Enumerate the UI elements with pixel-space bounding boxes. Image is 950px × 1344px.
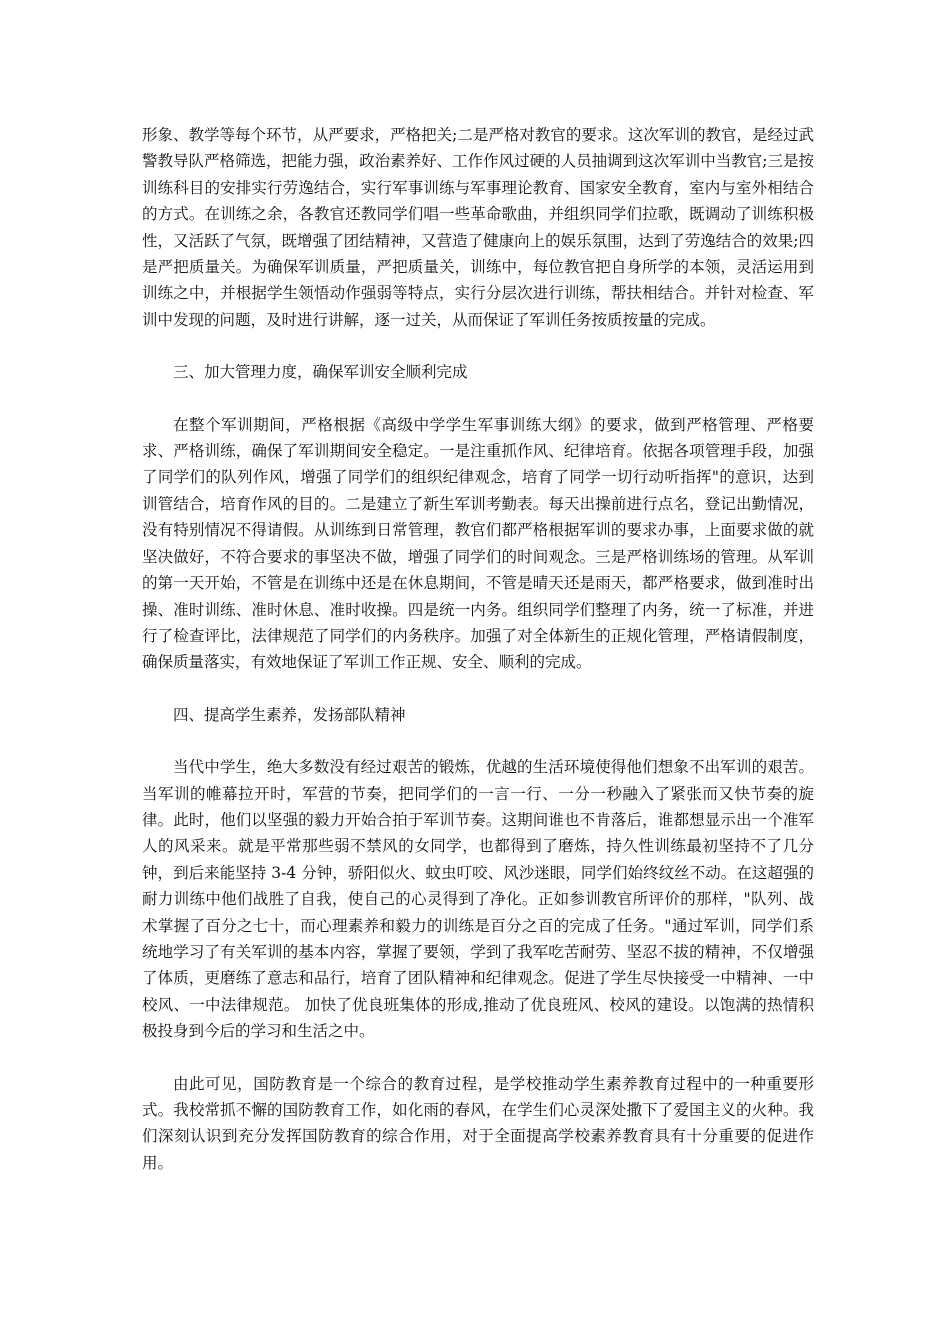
- paragraph-student-quality: 当代中学生，绝大多数没有经过艰苦的锻炼，优越的生活环境使得他们想象不出军训的艰苦。当军训的帷幕拉开时，军营的节奏，把同学们的一言一行、一分一秒融入了紧张而又快节奏的旋律。此时，他们以坚强的毅力开始合拍于军训节奏。这期间谁也不肯落后，谁都想显示出一个准军人的风采来。就是平常那些弱不禁风的女同学，也都得到了磨炼，持久性训练最初坚持不了几分钟，到后来能坚持 3-4 分钟，骄阳似火、蚊虫叮咬、风沙迷眼，同学们始终纹丝不动。在这超强的耐力训练中他们战胜了自我，使自己的心灵得到了净化。正如参训教官所评价的那样，"队列、战术掌握了百分之七十，而心理素养和毅力的训练是百分之百的完成了任务。"通过军训，同学们系统地学习了有关军训的基本内容，掌握了要领，学到了我军吃苦耐劳、坚忍不拔的精神，不仅增强了体质，更磨练了意志和品行，培育了团队精神和纪律观念。促进了学生尽快接受一中精神、一中校风、一中法律规范。 加快了优良班集体的形成,推动了优良班风、校风的建设。以饱满的热情积极投身到今后的学习和生活之中。: [142, 758, 814, 1041]
- section-heading-3: 三、加大管理力度，确保军训安全顺利完成: [173, 363, 468, 382]
- paragraph-continued: 形象、教学等每个环节，从严要求，严格把关;二是严格对教官的要求。这次军训的教官，是经过武警教导队严格筛选，把能力强，政治素养好、工作作风过硬的人员抽调到这次军训中当教官;三是按训练科目的安排实行劳逸结合，实行军事训练与军事理论教育、国家安全教育，室内与室外相结合的方式。在训练之余，各教官还教同学们唱一些革命歌曲，并组织同学们拉歌，既调动了训练积极性，又活跃了气氛，既增强了团结精神，又营造了健康向上的娱乐氛围，达到了劳逸结合的效果;四是严把质量关。为确保军训质量，严把质量关，训练中，每位教官把自身所学的本领，灵活运用到训练之中，并根据学生领悟动作强弱等特点，实行分层次进行训练，帮扶相结合。并针对检查、军训中发现的问题，及时进行讲解，逐一过关，从而保证了军训任务按质按量的完成。: [142, 126, 814, 329]
- paragraph-management: 在整个军训期间，严格根据《高级中学学生军事训练大纲》的要求，做到严格管理、严格要求、严格训练，确保了军训期间安全稳定。一是注重抓作风、纪律培育。依据各项管理手段，加强了同学们的队列作风，增强了同学们的组织纪律观念，培育了同学一切行动听指挥"的意识，达到训管结合，培育作风的目的。二是建立了新生军训考勤表。每天出操前进行点名，登记出勤情况，没有特别情况不得请假。从训练到日常管理，教官们都严格根据军训的要求办事，上面要求做的就坚决做好，不符合要求的事坚决不做，增强了同学们的时间观念。三是严格训练场的管理。从军训的第一天开始，不管是在训练中还是在休息期间，不管是晴天还是雨天，都严格要求，做到准时出操、准时训练、准时休息、准时收操。四是统一内务。组织同学们整理了内务，统一了标准，并进行了检查评比，法律规范了同学们的内务秩序。加强了对全体新生的正规化管理，严格请假制度，确保质量落实，有效地保证了军训工作正规、安全、顺利的完成。: [142, 415, 814, 672]
- paragraph-conclusion: 由此可见，国防教育是一个综合的教育过程，是学校推动学生素养教育过程中的一种重要形式。我校常抓不懈的国防教育工作，如化雨的春风，在学生们心灵深处撒下了爱国主义的火种。我们深刻认识到充分发挥国防教育的综合作用，对于全面提高学校素养教育具有十分重要的促进作用。: [142, 1074, 814, 1172]
- document-body: [142, 122, 814, 1202]
- section-heading-4: 四、提高学生素养，发扬部队精神: [173, 705, 406, 724]
